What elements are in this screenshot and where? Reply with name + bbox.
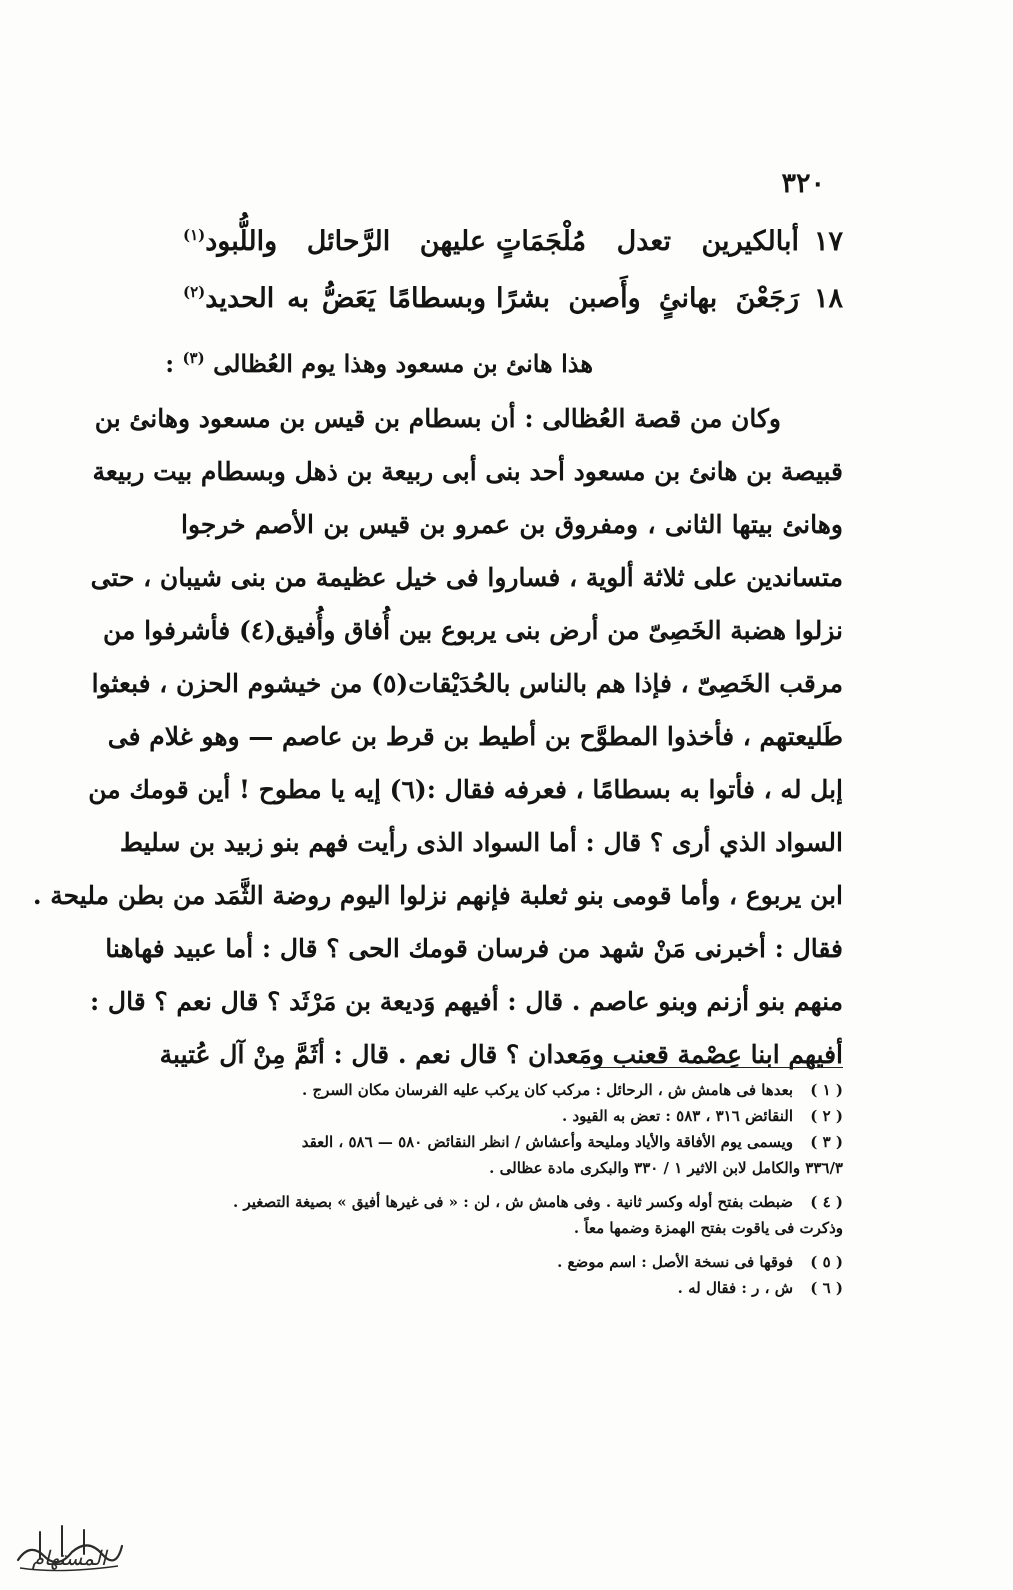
footnote [181,1103,843,1129]
footnotes [181,1077,843,1301]
verse-number: ١٧ [813,226,843,257]
body-line: قبيصة بن هانئ بن مسعود أحد بنى أبى ربيعة بن ذهل وبسطام بيت ربيعة [92,457,843,486]
logo-text: المستهام [31,1546,107,1570]
verse-first-hemistich: أبالكيرين تعدل مُلْجَمَاتٍ [496,226,799,257]
footnote-ref: (٣) [182,349,205,367]
footnote [181,1077,843,1103]
body-line: مرقب الخَصِىّ ، فإذا هم بالناس بالحُدَيْقات(٥) من خيشوم الحزن ، فبعثوا [91,669,843,698]
body-line: إبل له ، فأتوا به بسطامًا ، فعرفه فقال :(٦) إيه يا مطوح ! أين قومك من [88,775,843,804]
body-line: طَليعتهم ، فأخذوا المطوَّح بن أطيط بن قرط بن عاصم — وهو غلام فى [107,722,843,751]
body-line: متساندين على ثلاثة ألوية ، فساروا فى خيل عظيمة من بنى شيبان ، حتى [90,563,843,592]
footnote-text: ٣٣٦/٣ والكامل لابن الاثير ١ / ٣٣٠ والبكرى مادة عظالى . [489,1159,843,1177]
footnote-continuation [181,1215,843,1241]
footnote-text: وذكرت فى ياقوت بفتح الهمزة وضمها معاً . [573,1219,843,1237]
body-line: وهانئ بيتها الثانى ، ومفروق بن عمرو بن قيس بن الأصم خرجوا [181,510,843,539]
footnote [181,1249,843,1275]
verse-second-hemistich [183,226,486,257]
footnote-number: ( ٦ ) [810,1279,843,1297]
footnote-text: النقائض ٣١٦ ، ٥٨٣ : تعض به القيود . [562,1107,793,1125]
footnote-text: ش ، ر : فقال له . [677,1279,793,1297]
body-line: وكان من قصة العُظالى : أن بسطام بن قيس بن مسعود وهانئ بن [94,404,781,433]
body-paragraph [32,392,843,1081]
page-number: ٣٢٠ [781,168,825,199]
footnote [181,1275,843,1301]
footnote-number: ( ٥ ) [810,1253,843,1271]
verse-line [183,283,843,314]
verse-second-text: عليهن الرَّحائل واللُّبود [205,226,486,257]
verse-second-text: وبسطامًا يَعَضُّ به الحديد [205,283,486,314]
footnote-text: بعدها فى هامش ش ، الرحائل : مركب كان يركب عليه الفرسان مكان السرج . [302,1081,793,1099]
verse-first-hemistich: رَجَعْنَ بهانئٍ وأَصبن بشرًا [496,283,799,314]
footnote-number: ( ٤ ) [810,1193,843,1211]
footnote [181,1189,843,1215]
footnote-ref: (١) [183,226,206,244]
footnote-number: ( ٢ ) [810,1107,843,1125]
footnote-number: ( ٣ ) [810,1133,843,1151]
verse-second-hemistich [183,283,486,314]
body-line: منهم بنو أزنم وبنو عاصم . قال : أفيهم وَديعة بن مَرْثَد ؟ قال نعم ؟ قال : [89,987,843,1016]
verse-number: ١٨ [813,283,843,314]
body-line: ابن يربوع ، وأما قومى بنو ثعلبة فإنهم نزلوا اليوم روضة الثَّمَد من بطن مليحة . [32,881,843,910]
body-line: نزلوا هضبة الخَصِىّ من أرض بنى يربوع بين أُفاق وأُفيق(٤) فأشرفوا من [103,616,843,645]
footnote-text: ضبطت بفتح أوله وكسر ثانية . وفى هامش ش ، لن : « فى غيرها أفيق » بصيغة التصغير . [233,1193,793,1211]
footnote-text: فوقها فى نسخة الأصل : اسم موضع . [557,1253,793,1271]
intro-text: هذا هانئ بن مسعود وهذا يوم العُظالى [213,349,593,378]
body-line: أفيهم ابنا عِصْمة قعنب ومَعدان ؟ قال نعم . قال : أثَمَّ مِنْ آل عُتيبة [159,1040,843,1069]
footnote [181,1129,843,1155]
body-line: فقال : أخبرنى مَنْ شهد من فرسان قومك الحى ؟ قال : أما عبيد فهاهنا [105,934,843,963]
footnote-ref: (٢) [183,283,206,301]
footnote-text: ويسمى يوم الأفاقة والأياد ومليحة وأعشاش / انظر النقائض ٥٨٠ — ٥٨٦ ، العقد [301,1133,793,1151]
verse-line [183,226,843,257]
intro-colon: : [165,349,175,378]
footnote-divider [583,1067,843,1068]
footnote-continuation [181,1155,843,1181]
body-line: السواد الذي أرى ؟ قال : أما السواد الذى رأيت فهم بنو زبيد بن سليط [119,828,843,857]
footnote-number: ( ١ ) [810,1081,843,1099]
intro-line [165,349,593,378]
